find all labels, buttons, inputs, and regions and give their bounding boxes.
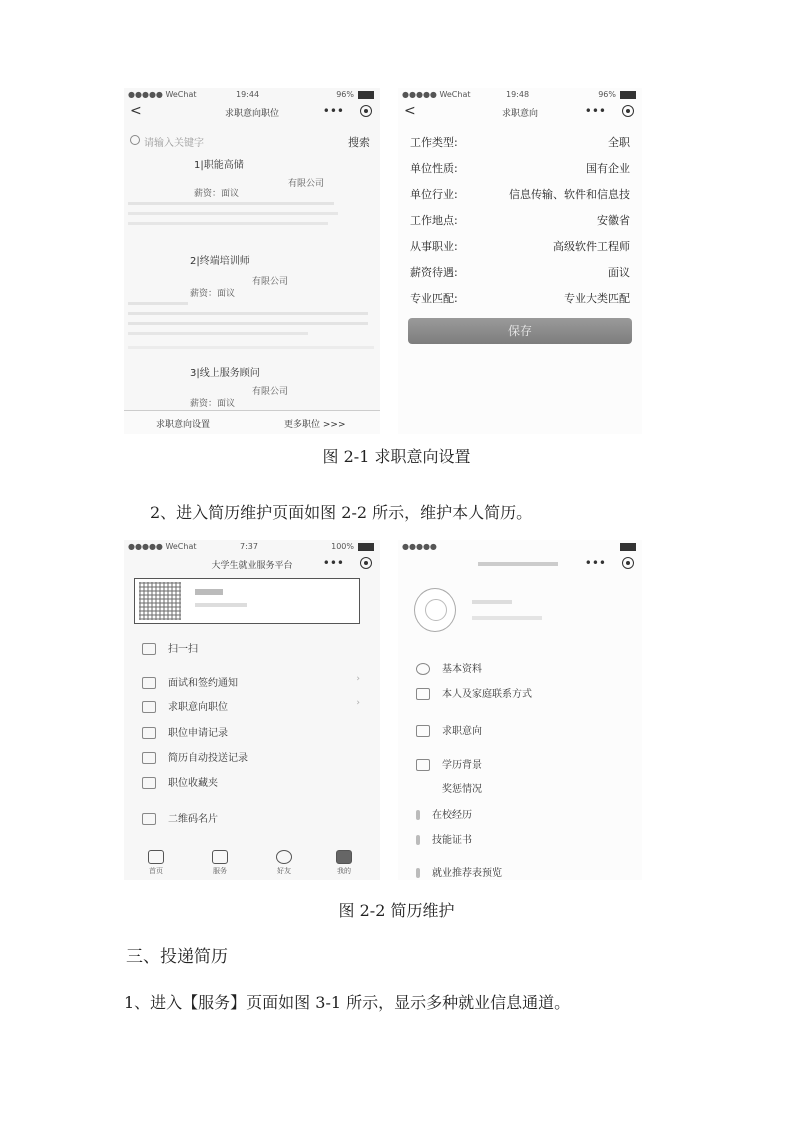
- bookmark-icon: [416, 835, 420, 845]
- search-icon: [130, 135, 140, 145]
- menu-label: 职位申请记录: [168, 728, 228, 739]
- menu-job-intention[interactable]: [416, 722, 482, 737]
- smiley-face-icon: [425, 599, 447, 621]
- tab-label: 好友: [277, 867, 291, 875]
- job-details-blurred: [128, 222, 328, 225]
- qr-code-icon: [139, 582, 181, 620]
- job-details-blurred: [128, 302, 188, 305]
- save-button[interactable]: 保存: [408, 318, 632, 344]
- menu-certificates[interactable]: [416, 831, 472, 846]
- menu-label: 求职意向职位: [168, 702, 228, 713]
- folder-icon: [142, 777, 156, 789]
- profile-name-blurred: [472, 600, 512, 604]
- close-mini-program-icon[interactable]: [622, 557, 634, 569]
- job-salary: 薪资：面议: [194, 189, 240, 199]
- user-name-blurred: [195, 589, 223, 595]
- menu-label: 职位收藏夹: [168, 778, 218, 789]
- screenshot-job-intention: [398, 88, 642, 434]
- menu-campus-experience[interactable]: [416, 806, 472, 821]
- scan-icon: [142, 643, 156, 655]
- more-icon[interactable]: •••: [322, 556, 344, 570]
- home-icon: [148, 850, 164, 864]
- battery-icon: [620, 91, 636, 99]
- user-info-blurred: [195, 603, 247, 607]
- menu-interview-notice[interactable]: [142, 674, 238, 689]
- menu-application-records[interactable]: [142, 724, 228, 739]
- screenshot-service-platform: [124, 540, 380, 880]
- job-company: 有限公司: [288, 179, 325, 189]
- menu-label: 基本资料: [442, 664, 482, 675]
- close-mini-program-icon[interactable]: [360, 557, 372, 569]
- step-3-1-text: 1、进入【服务】页面如图 3-1 所示，显示多种就业信息通道。: [124, 993, 571, 1012]
- figure-caption-2-1: 图 2-1 求职意向设置: [322, 447, 471, 466]
- menu-label: 奖惩情况: [442, 784, 482, 795]
- back-button[interactable]: <: [404, 103, 416, 119]
- menu-favorites[interactable]: [142, 774, 218, 789]
- carrier-label: ●●●●●: [402, 542, 437, 551]
- field-value: 面议: [608, 266, 630, 279]
- screenshot-job-positions: [124, 88, 380, 434]
- job-salary: 薪资：面议: [190, 289, 236, 299]
- job-salary: 薪资：面议: [190, 399, 236, 409]
- field-label: 工作类型:: [410, 136, 458, 149]
- job-details-blurred: [128, 212, 338, 215]
- tab-mine[interactable]: [324, 850, 364, 876]
- more-icon[interactable]: •••: [584, 556, 606, 570]
- menu-label: 面试和签约通知: [168, 678, 238, 689]
- page-title: 求职意向职位: [224, 109, 279, 119]
- menu-awards[interactable]: [442, 780, 482, 795]
- job-details-blurred: [128, 312, 368, 315]
- clock: 19:44: [236, 90, 260, 99]
- search-input[interactable]: 请输入关键字: [144, 138, 204, 149]
- field-label: 工作地点:: [410, 214, 458, 227]
- field-value: 全职: [608, 136, 630, 149]
- tab-label: 首页: [149, 867, 163, 875]
- job-title: 1|职能高储: [194, 160, 244, 171]
- nav-bar: [124, 102, 380, 122]
- send-icon: [142, 752, 156, 764]
- job-details-blurred: [128, 322, 368, 325]
- field-label: 单位行业:: [410, 188, 458, 201]
- menu-intention-positions[interactable]: [142, 698, 228, 713]
- tab-bar: [124, 840, 380, 880]
- more-icon[interactable]: •••: [584, 104, 606, 118]
- status-bar: [124, 88, 380, 102]
- menu-label: 技能证书: [432, 835, 472, 846]
- menu-label: 求职意向: [442, 726, 482, 737]
- tab-service[interactable]: [200, 850, 240, 876]
- menu-label: 简历自动投送记录: [168, 753, 248, 764]
- tab-home[interactable]: [136, 850, 176, 876]
- contact-icon: [416, 688, 430, 700]
- figure-caption-2-2: 图 2-2 简历维护: [338, 901, 455, 920]
- chevron-right-icon: ›: [356, 698, 360, 708]
- battery-label: 100%: [331, 542, 354, 551]
- field-label: 薪资待遇:: [410, 266, 458, 279]
- status-bar: [398, 88, 642, 102]
- menu-basic-info[interactable]: [416, 660, 482, 675]
- clock: 19:48: [506, 90, 530, 99]
- screenshot-resume: [398, 540, 642, 880]
- target-icon: [416, 725, 430, 737]
- job-card[interactable]: [124, 362, 380, 408]
- bell-icon: [142, 677, 156, 689]
- clock: 7:37: [240, 542, 258, 551]
- field-value: 高级软件工程师: [553, 240, 630, 253]
- job-company: 有限公司: [252, 387, 289, 397]
- avatar[interactable]: [414, 588, 456, 632]
- carrier-label: ●●●●● WeChat: [128, 542, 197, 551]
- briefcase-icon: [142, 701, 156, 713]
- job-details-blurred: [128, 202, 334, 205]
- menu-education[interactable]: [416, 756, 482, 771]
- bookmark-icon: [416, 868, 420, 878]
- qr-icon: [142, 813, 156, 825]
- menu-label: 扫一扫: [168, 644, 198, 655]
- close-mini-program-icon[interactable]: [360, 105, 372, 117]
- close-mini-program-icon[interactable]: [622, 105, 634, 117]
- menu-contact-info[interactable]: [416, 685, 532, 700]
- battery-icon: [620, 543, 636, 551]
- search-bar: [130, 134, 370, 150]
- menu-label: 本人及家庭联系方式: [442, 689, 532, 700]
- carrier-label: ●●●●● WeChat: [128, 90, 197, 99]
- chevron-right-icon: ›: [356, 674, 360, 684]
- menu-label: 在校经历: [432, 810, 472, 821]
- carrier-label: ●●●●● WeChat: [402, 90, 471, 99]
- job-card[interactable]: [124, 154, 380, 240]
- field-label: 单位性质:: [410, 162, 458, 175]
- intention-settings-link[interactable]: 求职意向设置: [156, 420, 211, 430]
- status-bar: [398, 540, 642, 554]
- tab-label: 我的: [337, 867, 351, 875]
- search-button[interactable]: 搜索: [348, 136, 370, 149]
- field-value: 专业大类匹配: [564, 292, 630, 305]
- status-bar: [124, 540, 380, 554]
- job-title: 2|终端培训师: [190, 256, 250, 267]
- back-button[interactable]: <: [130, 103, 142, 119]
- step-2-text: 2、进入简历维护页面如图 2-2 所示，维护本人简历。: [150, 503, 533, 522]
- list-icon: [142, 727, 156, 739]
- more-jobs-link[interactable]: 更多职位 >>>: [284, 420, 346, 430]
- menu-scan[interactable]: [142, 640, 198, 655]
- grid-icon: [212, 850, 228, 864]
- menu-label: 就业推荐表预览: [432, 868, 502, 879]
- nav-bar: [398, 554, 642, 574]
- job-title: 3|线上服务顾问: [190, 368, 260, 379]
- field-value: 信息传输、软件和信息技: [509, 188, 630, 201]
- page-title-blurred: [478, 562, 558, 566]
- battery-icon: [358, 543, 374, 551]
- graduation-cap-icon: [416, 759, 430, 771]
- job-card[interactable]: [124, 250, 380, 356]
- field-label: 专业匹配:: [410, 292, 458, 305]
- job-details-blurred: [128, 346, 374, 349]
- job-company: 有限公司: [252, 277, 289, 287]
- field-value: 国有企业: [586, 162, 630, 175]
- section-3-heading: 三、投递简历: [126, 947, 228, 967]
- tab-label: 服务: [213, 867, 227, 875]
- page-title: 求职意向: [501, 109, 538, 119]
- menu-auto-delivery-records[interactable]: [142, 749, 248, 764]
- menu-qr-card[interactable]: [142, 810, 218, 825]
- bottom-bar: [124, 410, 380, 434]
- friends-icon: [276, 850, 292, 864]
- bookmark-icon: [416, 810, 420, 820]
- page-title: 大学生就业服务平台: [211, 561, 293, 571]
- tab-friends[interactable]: [264, 850, 304, 876]
- battery-icon: [358, 91, 374, 99]
- menu-recommendation-preview[interactable]: [416, 864, 502, 879]
- info-icon: [416, 663, 430, 675]
- menu-label: 学历背景: [442, 760, 482, 771]
- more-icon[interactable]: •••: [322, 104, 344, 118]
- battery-label: 96%: [336, 90, 354, 99]
- battery-label: 96%: [598, 90, 616, 99]
- field-label: 从事职业:: [410, 240, 458, 253]
- profile-info-blurred: [472, 616, 542, 620]
- field-value: 安徽省: [597, 214, 630, 227]
- user-card[interactable]: [134, 578, 360, 624]
- job-details-blurred: [128, 332, 308, 335]
- user-icon: [336, 850, 352, 864]
- nav-bar: [124, 554, 380, 574]
- menu-label: 二维码名片: [168, 814, 218, 825]
- nav-bar: [398, 102, 642, 122]
